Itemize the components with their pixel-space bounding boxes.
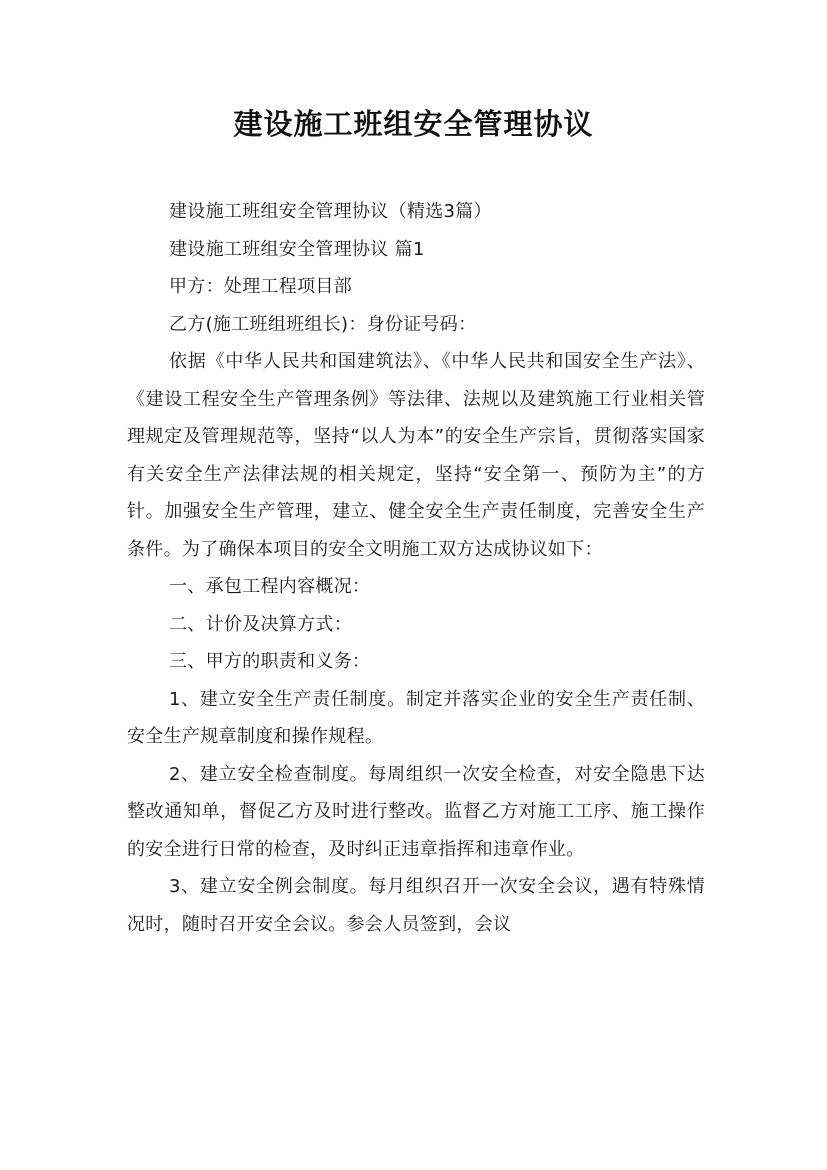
paragraph-subtitle: 建设施工班组安全管理协议（精选3篇） [169, 201, 492, 222]
paragraph-section-heading: 建设施工班组安全管理协议 篇1 [169, 238, 425, 260]
paragraph-item-3: 3、建立安全例会制度。每月组织召开一次安全会议，遇有特殊情况时，随时召开安全会议。参会人员签到，会议 [127, 876, 705, 935]
paragraph-preamble: 依据《中华人民共和国建筑法》、《中华人民共和国安全生产法》、《建设工程安全生产管理条例》等法律、法规以及建筑施工行业相关管理规定及管理规范等，坚持“以人为本”的安全生产宗旨，贯彻落实国家有关安全生产法律法规的相关规定，坚持“安全第一、预防为主”的方针。加强安全生产管理，建立、健全安全生产责任制度，完善安全生产条件。为了确保本项目的安全文明施工双方达成协议如下： [127, 351, 705, 560]
paragraph-clause-2: 二、计价及决算方式： [169, 613, 352, 635]
paragraph-clause-3: 三、甲方的职责和义务： [169, 651, 371, 672]
paragraph-item-2: 2、建立安全检查制度。每周组织一次安全检查，对安全隐患下达整改通知单，督促乙方及时进行整改。监督乙方对施工工序、施工操作的安全进行日常的检查，及时纠正违章指挥和违章作业。 [127, 763, 705, 860]
paragraph-party-a: 甲方：处理工程项目部 [169, 276, 352, 297]
paragraph-party-b: 乙方(施工班组班组长)：身份证号码： [169, 313, 477, 335]
paragraph-clause-1: 一、承包工程内容概况： [169, 576, 371, 597]
document-body [127, 193, 705, 943]
paragraph-item-1: 1、建立安全生产责任制度。制定并落实企业的安全生产责任制、安全生产规章制度和操作规程。 [127, 688, 705, 747]
document-title: 建设施工班组安全管理协议 [233, 107, 594, 141]
